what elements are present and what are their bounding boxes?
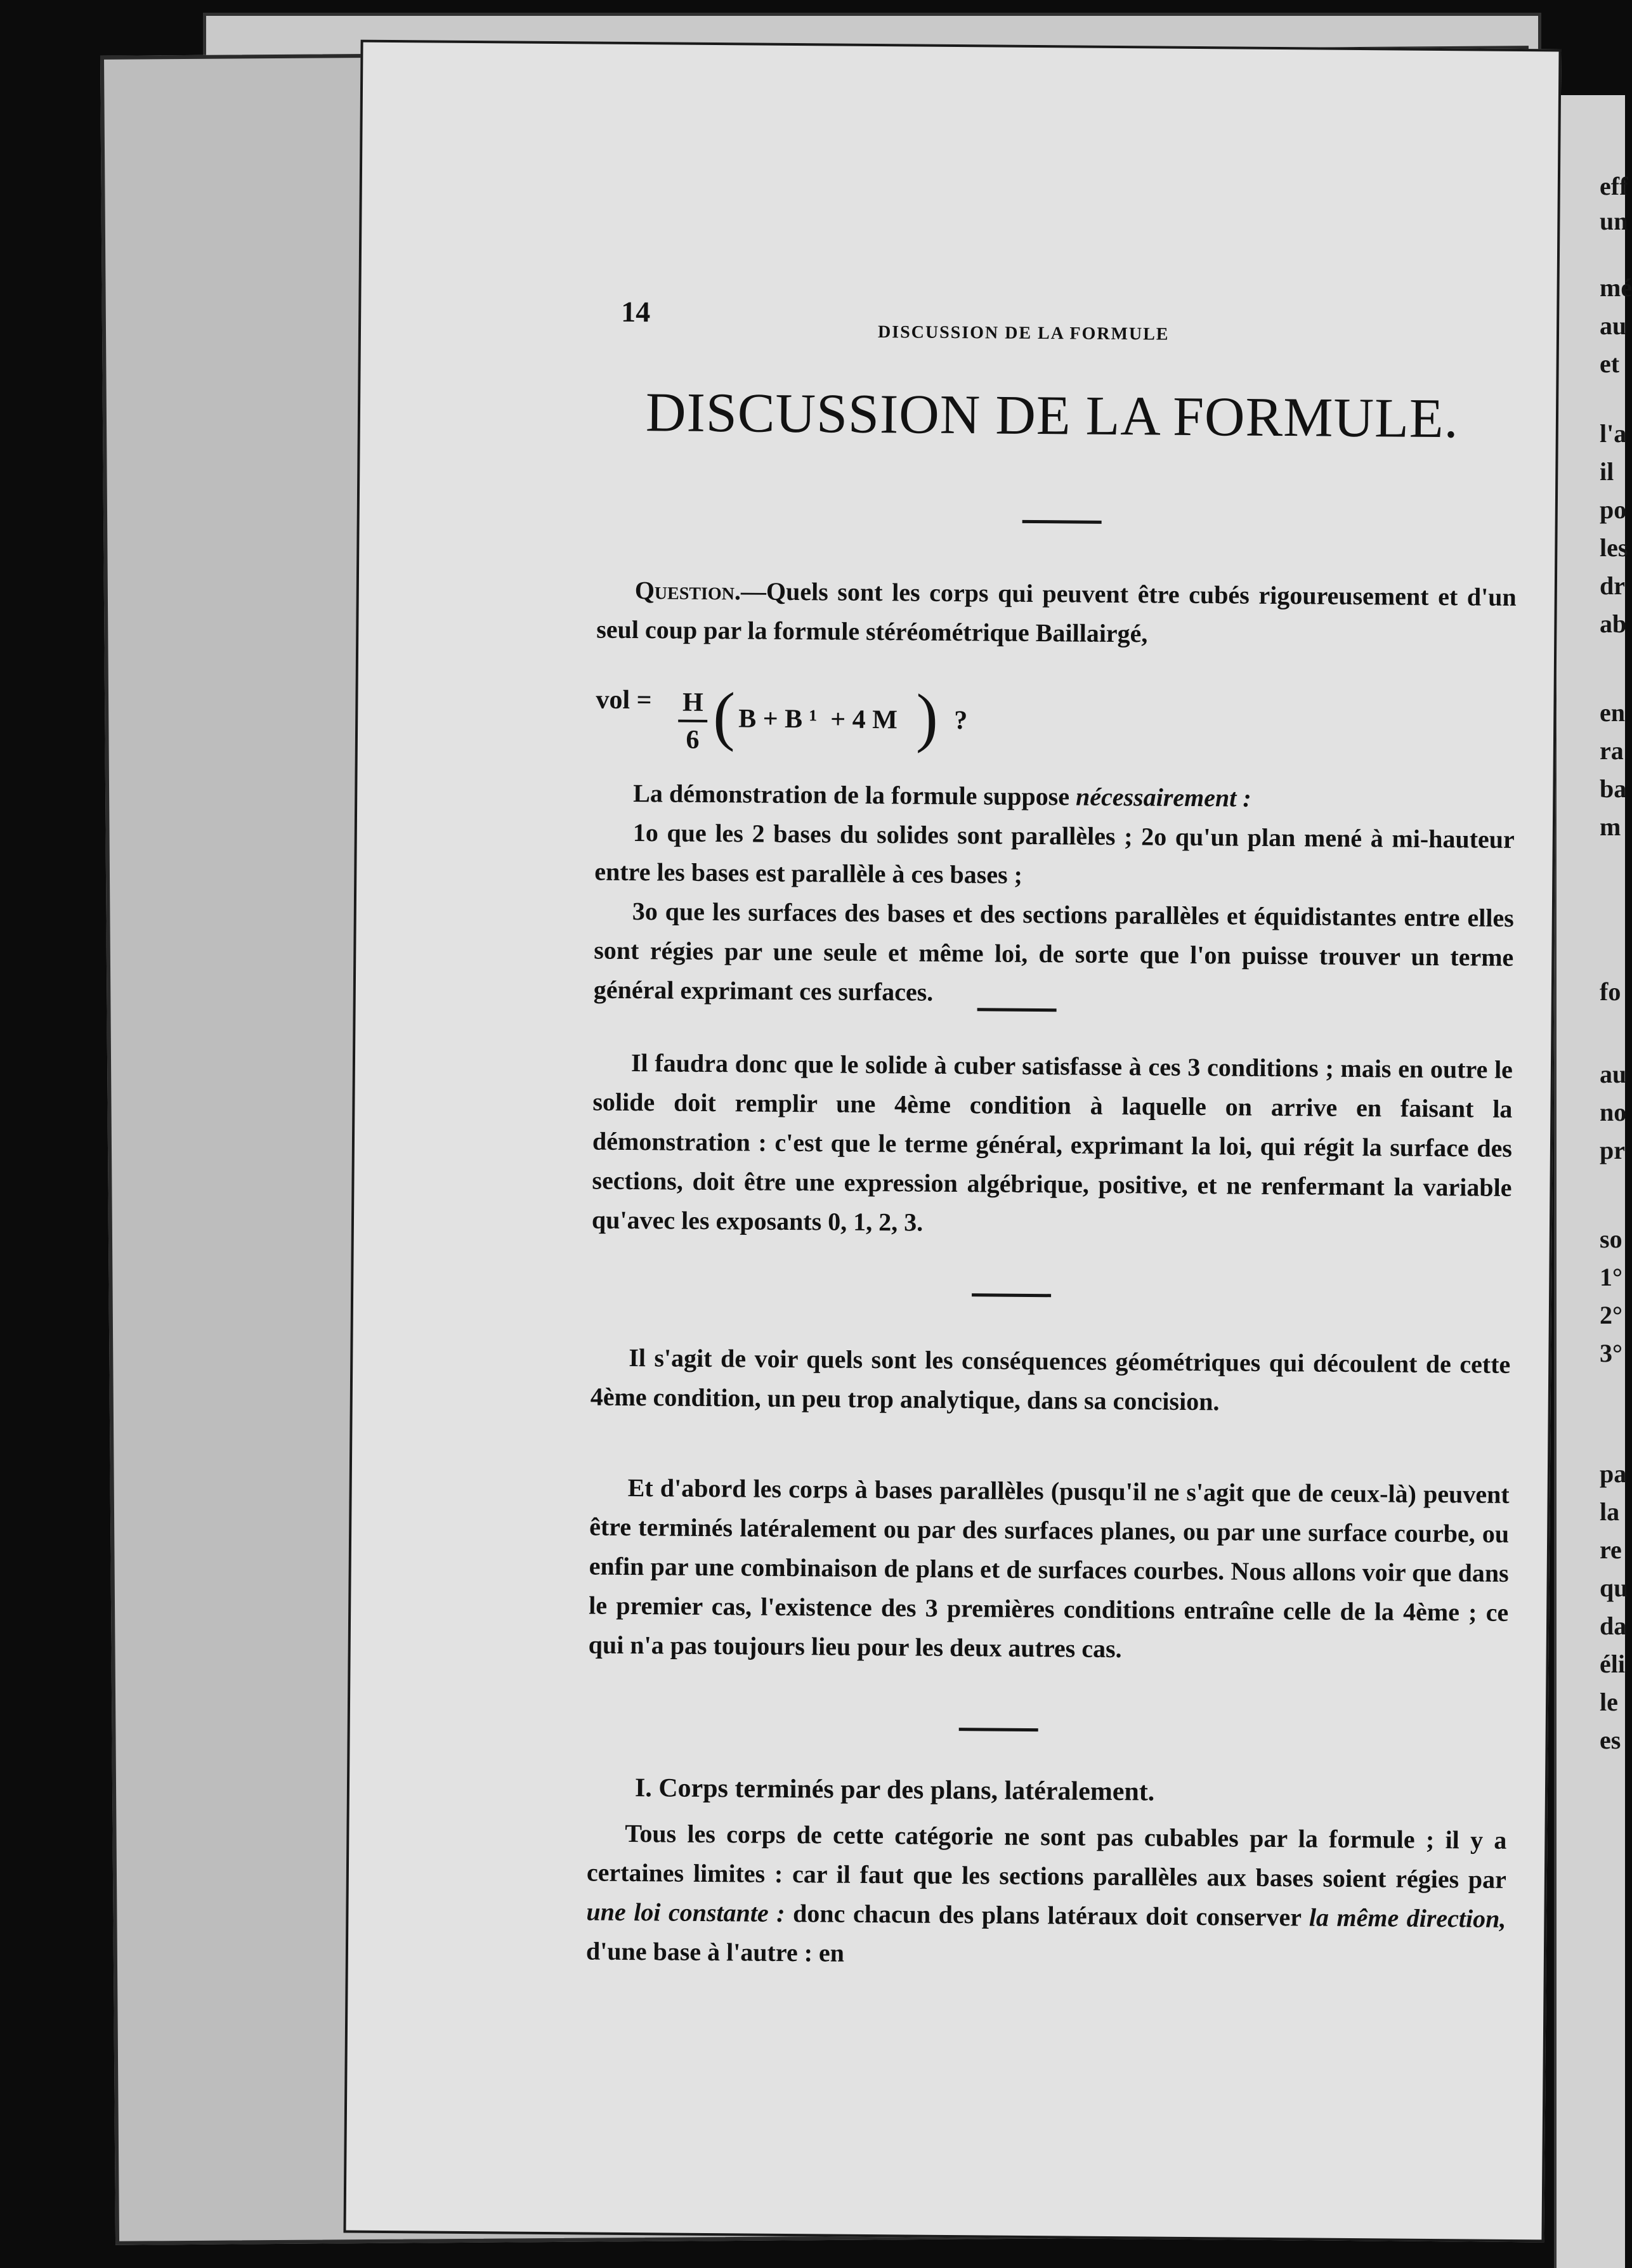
paragraph-conditions xyxy=(594,774,1515,1017)
formula-open-paren: ( xyxy=(712,679,736,753)
facing-page-word: les xyxy=(1600,533,1628,562)
facing-page-word: et xyxy=(1600,349,1620,378)
facing-page-word: ab xyxy=(1600,609,1627,638)
p1-emphasis: nécessairement : xyxy=(1075,782,1251,812)
p5-text-3: d'une base à l'autre : en xyxy=(585,1936,845,1967)
p5-emphasis-law: une loi constante : xyxy=(586,1897,785,1927)
p2-text: Il faudra donc que le solide à cuber satisfasse à ces 3 conditions ; mais en outre le solide doit remplir une 4ème condition à laquelle on arrive en faisant la démonstration : c'est que le terme général, exprimant la loi, qui régit la surface des sections, doit être une expression algébrique, positive, et ne renfermant la variable qu'avec les exposants 0, 1, 2, 3. xyxy=(591,1048,1513,1237)
facing-page-word: un xyxy=(1600,207,1628,235)
facing-page-word: il xyxy=(1600,457,1614,486)
running-head: DISCUSSION DE LA FORMULE xyxy=(877,322,1170,344)
formula-suffix: ? xyxy=(954,706,968,736)
divider-rule xyxy=(977,1008,1057,1012)
paragraph-bodies xyxy=(588,1468,1509,1672)
question-paragraph xyxy=(596,571,1517,656)
p1-first-second-condition: 1o que les 2 bases du solides sont parallèles ; 2o qu'un plan mené à mi-hauteur entre les bases est parallèle à ces bases ; xyxy=(594,818,1515,889)
facing-page-word: fo xyxy=(1600,977,1621,1006)
p1-third-condition: 3o que les surfaces des bases et des sections parallèles et équidistantes entre elles sont régies par une seule et même loi, de sorte que l'on puisse trouver un terme général exprimant ces surfaces. xyxy=(593,897,1514,1007)
divider-rule xyxy=(1022,520,1102,524)
facing-page-fragment xyxy=(1554,95,1632,2268)
facing-page-word: la xyxy=(1600,1497,1620,1526)
facing-page-word: 1° xyxy=(1600,1263,1622,1291)
question-text: —Quels sont les corps qui peuvent être cubés rigoureusement et d'un seul coup par la formule stéréométrique Baillairgé, xyxy=(596,577,1517,648)
paragraph-fourth-condition xyxy=(592,1043,1513,1247)
p5-text: Tous les corps de cette catégorie ne sont pas cubables par la formule ; il y a certaines limites : car il faut que les sections parallèles aux bases soient régies par xyxy=(586,1818,1507,1894)
facing-page-word: au xyxy=(1600,311,1627,340)
facing-page-word: le xyxy=(1600,1688,1618,1716)
question-label: Question. xyxy=(634,576,741,606)
p4-text: Et d'abord les corps à bases parallèles (pusqu'il ne s'agit que de ceux-là) peuvent être terminés latéralement ou par des surfaces planes, ou par une surface courbe, ou enfin par une combinaison de plans et de surfaces courbes. Nous allons voir que dans le premier cas, l'existence des 3 premières conditions entraîne celle de la 4ème ; ce qui n'a pas toujours lieu pour les deux autres cas. xyxy=(588,1473,1510,1664)
facing-page-word: 2° xyxy=(1600,1301,1622,1329)
facing-page-word: eff xyxy=(1600,172,1628,200)
chapter-title: DISCUSSION DE LA FORMULE. xyxy=(645,382,1459,450)
facing-page-word: ba xyxy=(1600,774,1627,803)
formula-denominator: 6 xyxy=(686,725,700,755)
facing-page-word: au xyxy=(1600,1060,1627,1088)
facing-page-word: mé xyxy=(1600,273,1632,302)
formula-prefix: vol = xyxy=(596,685,652,715)
facing-page-word: qu xyxy=(1600,1574,1628,1602)
divider-rule xyxy=(972,1293,1051,1297)
facing-page-word: 3° xyxy=(1600,1339,1622,1367)
facing-page-word: es xyxy=(1600,1726,1621,1754)
formula-fraction xyxy=(678,686,708,758)
section-heading: I. Corps terminés par des plans, latéralement. xyxy=(634,1773,1155,1807)
page-number: 14 xyxy=(621,295,651,329)
p1-text: La démonstration de la formule suppose xyxy=(633,779,1076,811)
paragraph-planes xyxy=(586,1814,1507,1978)
facing-page-word: m xyxy=(1600,812,1621,841)
facing-page-word: ra xyxy=(1600,736,1624,765)
facing-page-word: éli xyxy=(1600,1650,1625,1678)
facing-page-word: en xyxy=(1600,698,1625,727)
formula-close-paren: ) xyxy=(915,681,939,754)
book-page xyxy=(343,40,1561,2243)
p5-emphasis-direction: la même direction, xyxy=(1309,1903,1506,1933)
formula-numerator: H xyxy=(678,686,707,722)
facing-page-word: da xyxy=(1600,1612,1627,1640)
facing-page-word: l'a xyxy=(1600,419,1627,448)
facing-page-word: pa xyxy=(1600,1459,1627,1488)
facing-page-word: no xyxy=(1600,1098,1627,1126)
paragraph-consequences xyxy=(591,1338,1511,1424)
facing-page-word: po xyxy=(1600,495,1627,524)
facing-page-word: so xyxy=(1600,1225,1622,1253)
volume-formula xyxy=(596,679,968,768)
divider-rule xyxy=(959,1728,1038,1731)
formula-body: B + B ¹ + 4 M xyxy=(738,704,898,735)
facing-page-word: dr xyxy=(1600,571,1625,600)
facing-page-word: pr xyxy=(1600,1136,1625,1164)
p3-text: Il s'agit de voir quels sont les conséquences géométriques qui découlent de cette 4ème condition, un peu trop analytique, dans sa concision. xyxy=(590,1343,1511,1416)
facing-page-word: re xyxy=(1600,1535,1622,1564)
p5-text-2: donc chacun des plans latéraux doit conserver xyxy=(785,1898,1309,1932)
